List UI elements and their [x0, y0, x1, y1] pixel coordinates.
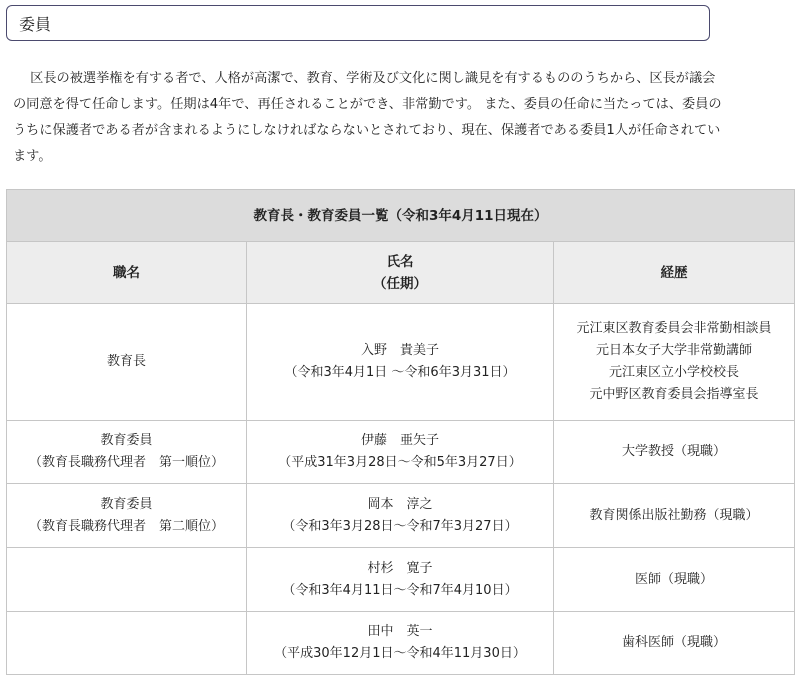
header-name-label: 氏名 — [386, 253, 414, 270]
career-line: 歯科医師（現職） — [622, 635, 727, 650]
position-cell — [7, 304, 247, 421]
table-caption-row — [7, 190, 795, 242]
position-cell — [7, 484, 247, 548]
table-row — [7, 548, 795, 612]
name-cell — [247, 304, 554, 421]
career-line: 医師（現職） — [635, 571, 714, 587]
table-row — [7, 304, 795, 421]
header-career: 経歴 — [554, 242, 795, 304]
table-row — [7, 421, 795, 484]
member-term: （令和3年4月11日〜令和7年4月10日） — [282, 582, 518, 598]
career-line: 元江東区教育委員会非常勤相談員 — [576, 321, 772, 336]
career-cell — [554, 484, 795, 548]
position-cell — [7, 421, 247, 484]
career-line: 教育関係出版社勤務（現職） — [589, 507, 759, 523]
position-line: （教育長職務代理者 第二順位） — [28, 518, 224, 534]
career-line: 元江東区立小学校校長 — [609, 365, 740, 380]
position-cell — [7, 612, 247, 675]
career-line: 元日本女子大学非常勤講師 — [596, 343, 753, 358]
section-heading-text: 委員 — [19, 14, 52, 34]
position-line: 教育長 — [106, 354, 146, 369]
header-name — [247, 242, 554, 304]
career-cell — [554, 612, 795, 675]
table-row — [7, 612, 795, 675]
table-header-row — [7, 242, 795, 304]
member-name: 田中 英一 — [367, 624, 433, 639]
member-name: 入野 貴美子 — [360, 343, 439, 358]
career-line: 元中野区教育委員会指導室長 — [589, 387, 759, 402]
member-term: （令和3年3月28日〜令和7年3月27日） — [282, 518, 518, 534]
career-line: 大学教授（現職） — [622, 444, 727, 459]
member-name: 伊藤 亜矢子 — [360, 433, 439, 448]
header-position: 職名 — [7, 242, 247, 304]
name-cell — [247, 484, 554, 548]
position-cell — [7, 548, 247, 612]
header-term-label: （任期） — [373, 275, 427, 292]
name-cell — [247, 421, 554, 484]
member-term: （平成31年3月28日〜令和5年3月27日） — [278, 455, 522, 470]
member-term: （平成30年12月1日〜令和4年11月30日） — [274, 646, 526, 661]
intro-paragraph: 区長の被選挙権を有する者で、人格が高潔で、教育、学術及び文化に関し識見を有するもののうちから、区長が議会の同意を得て任命します。任期は4年で、再任されることができ、非常勤です。 また、委員の任命に当たっては、委員のうちに保護者である者が含まれるようにしなければならないとされており、現在、保護者である委員1人が任命されています。 — [13, 71, 722, 164]
committee-table — [6, 189, 795, 675]
section-heading — [6, 5, 710, 41]
name-cell — [247, 548, 554, 612]
member-name: 岡本 淳之 — [367, 496, 433, 512]
position-line: （教育長職務代理者 第一順位） — [28, 455, 224, 470]
member-name: 村杉 寛子 — [367, 560, 433, 576]
position-line: 教育委員 — [100, 496, 153, 512]
name-cell — [247, 612, 554, 675]
table-row — [7, 484, 795, 548]
career-cell — [554, 304, 795, 421]
position-line: 教育委員 — [100, 433, 153, 448]
member-term: （令和3年4月1日 〜令和6年3月31日） — [284, 365, 516, 380]
table-caption: 教育長・教育委員一覧（令和3年4月11日現在） — [7, 190, 795, 242]
career-cell — [554, 548, 795, 612]
career-cell — [554, 421, 795, 484]
